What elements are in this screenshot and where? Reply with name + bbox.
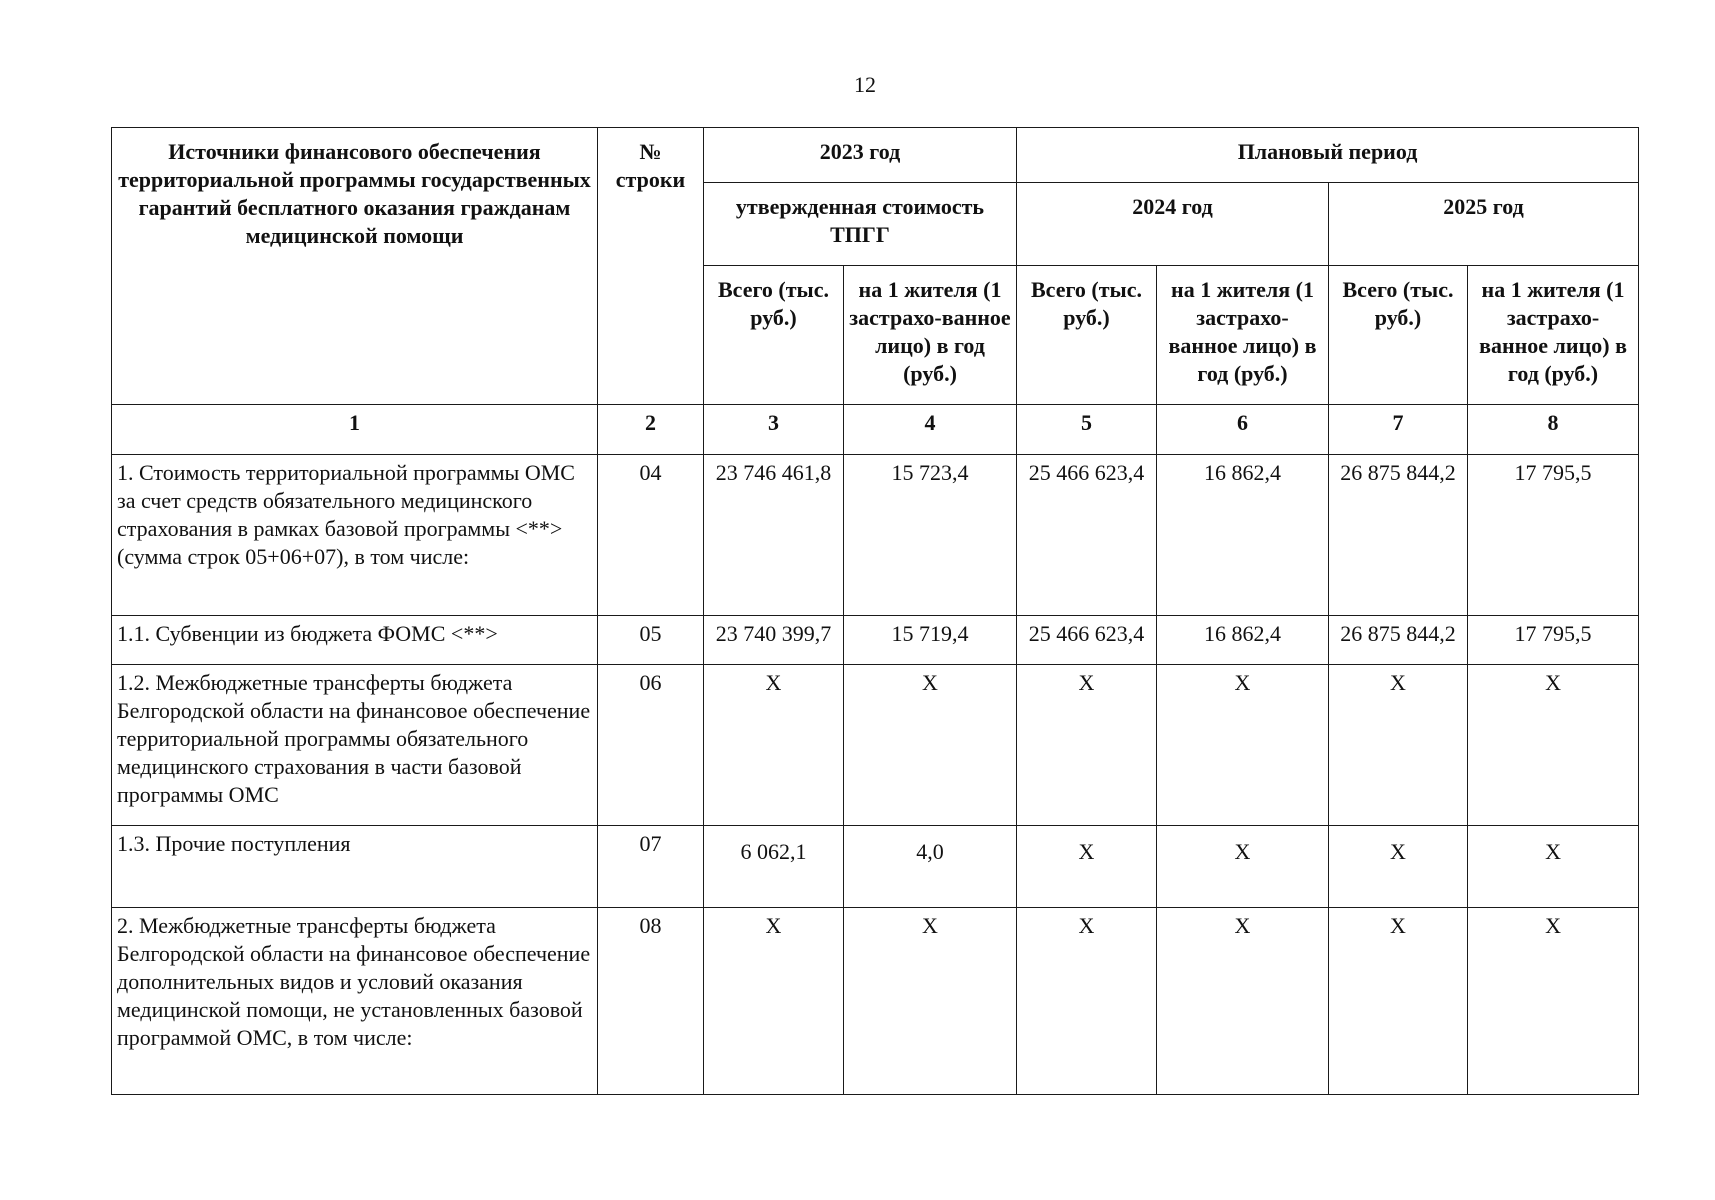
table-row [112, 616, 1639, 665]
row-code: 05 [598, 616, 704, 665]
header-row-number: № строки [598, 128, 704, 405]
header-year-2025: 2025 год [1329, 183, 1639, 266]
page-number: 12 [854, 72, 876, 97]
cell-value: X [844, 665, 1017, 826]
row-label: 1.2. Межбюджетные трансферты бюджета Белгородской области на финансовое обеспечение территориальной программы обязательного медицинского страхования в части базовой программы ОМС [112, 665, 598, 826]
row-label: 1.3. Прочие поступления [112, 826, 598, 908]
cell-value: 15 723,4 [844, 455, 1017, 616]
header-total-2024: Всего (тыс. руб.) [1017, 266, 1157, 405]
cell-value: 6 062,1 [704, 826, 844, 908]
cell-value: 15 719,4 [844, 616, 1017, 665]
header-per-capita-2024: на 1 жителя (1 застрахо-ванное лицо) в год (руб.) [1157, 266, 1329, 405]
cell-value: 26 875 844,2 [1329, 455, 1468, 616]
cell-value: 25 466 623,4 [1017, 455, 1157, 616]
header-row-1 [112, 128, 1639, 183]
row-label: 2. Межбюджетные трансферты бюджета Белгородской области на финансовое обеспечение дополнительных видов и условий оказания медицинской помощи, не установленных базовой программой ОМС, в том числе: [112, 908, 598, 1095]
cell-value: X [1017, 908, 1157, 1095]
header-year-2023: 2023 год [704, 128, 1017, 183]
cell-value: X [704, 665, 844, 826]
header-per-capita-2023: на 1 жителя (1 застрахо-ванное лицо) в год (руб.) [844, 266, 1017, 405]
cell-value: 23 740 399,7 [704, 616, 844, 665]
cell-value: 16 862,4 [1157, 616, 1329, 665]
column-number: 3 [704, 405, 844, 455]
header-total-2023: Всего (тыс. руб.) [704, 266, 844, 405]
cell-value: X [1017, 826, 1157, 908]
cell-value: X [1329, 908, 1468, 1095]
cell-value: X [1468, 908, 1639, 1095]
column-number: 5 [1017, 405, 1157, 455]
column-number: 1 [112, 405, 598, 455]
row-code: 04 [598, 455, 704, 616]
cell-value: X [704, 908, 844, 1095]
column-number: 7 [1329, 405, 1468, 455]
cell-value: X [1157, 908, 1329, 1095]
cell-value: 23 746 461,8 [704, 455, 844, 616]
header-approved-cost: утвержденная стоимость ТПГГ [704, 183, 1017, 266]
cell-value: X [844, 908, 1017, 1095]
table-row [112, 455, 1639, 616]
cell-value: 17 795,5 [1468, 616, 1639, 665]
cell-value: X [1157, 665, 1329, 826]
header-planned-period: Плановый период [1017, 128, 1639, 183]
table-row [112, 665, 1639, 826]
header-total-2025: Всего (тыс. руб.) [1329, 266, 1468, 405]
row-label: 1.1. Субвенции из бюджета ФОМС <**> [112, 616, 598, 665]
table-row [112, 826, 1639, 908]
cell-value: X [1468, 665, 1639, 826]
row-code: 08 [598, 908, 704, 1095]
cell-value: 26 875 844,2 [1329, 616, 1468, 665]
cell-value: X [1329, 665, 1468, 826]
header-source: Источники финансового обеспечения территориальной программы государственных гарантий бесплатного оказания гражданам медицинской помощи [112, 128, 598, 405]
header-per-capita-2025: на 1 жителя (1 застрахо-ванное лицо) в год (руб.) [1468, 266, 1639, 405]
cell-value: 4,0 [844, 826, 1017, 908]
cell-value: X [1157, 826, 1329, 908]
column-number: 2 [598, 405, 704, 455]
column-number-row [112, 405, 1639, 455]
table-row [112, 908, 1639, 1095]
row-code: 06 [598, 665, 704, 826]
column-number: 4 [844, 405, 1017, 455]
cell-value: X [1329, 826, 1468, 908]
row-label: 1. Стоимость территориальной программы ОМС за счет средств обязательного медицинского страхования в рамках базовой программы <**> (сумма строк 05+06+07), в том числе: [112, 455, 598, 616]
cell-value: 17 795,5 [1468, 455, 1639, 616]
cell-value: X [1468, 826, 1639, 908]
financing-table [111, 127, 1639, 1095]
row-code: 07 [598, 826, 704, 908]
cell-value: X [1017, 665, 1157, 826]
column-number: 8 [1468, 405, 1639, 455]
cell-value: 25 466 623,4 [1017, 616, 1157, 665]
column-number: 6 [1157, 405, 1329, 455]
header-year-2024: 2024 год [1017, 183, 1329, 266]
cell-value: 16 862,4 [1157, 455, 1329, 616]
